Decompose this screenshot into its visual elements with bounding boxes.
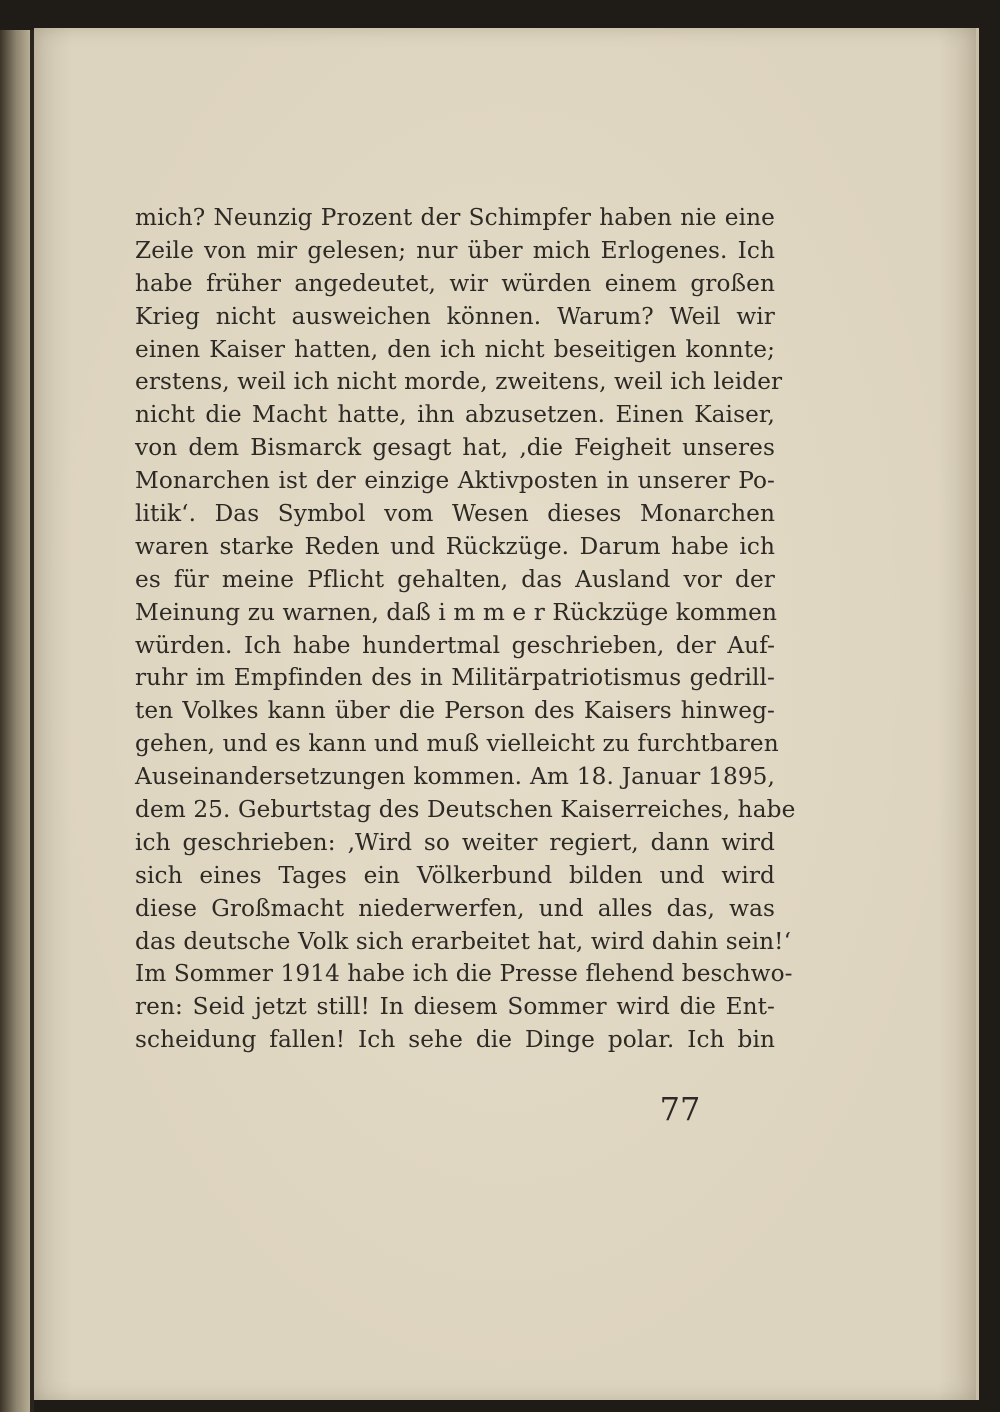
text-line: Krieg nicht ausweichen können. Warum? Weil wir	[135, 302, 775, 330]
text-line: ich geschrieben: ‚Wird so weiter regiert, dann wird	[135, 828, 775, 856]
text-line: würden. Ich habe hundertmal geschrieben, der Auf-	[135, 631, 775, 659]
text-line: einen Kaiser hatten, den ich nicht beseitigen konnte;	[135, 335, 775, 363]
text-line: ruhr im Empfinden des in Militärpatriotismus gedrill-	[135, 664, 775, 692]
previous-page-edge	[0, 30, 30, 1412]
text-line: diese Großmacht niederwerfen, und alles das, was	[135, 894, 775, 922]
text-line: erstens, weil ich nicht morde, zweitens, weil ich leider	[135, 368, 783, 396]
text-line: mich? Neunzig Prozent der Schimpfer haben nie eine	[135, 204, 775, 231]
text-line: Im Sommer 1914 habe ich die Presse flehend beschwo-	[135, 960, 793, 988]
text-line: habe früher angedeutet, wir würden einem großen	[135, 269, 775, 297]
body-text	[135, 202, 796, 1057]
text-line: sich eines Tages ein Völkerbund bilden und wird	[135, 861, 775, 889]
text-line: dem 25. Geburtstag des Deutschen Kaiserreiches, habe	[135, 796, 796, 824]
text-line: waren starke Reden und Rückzüge. Darum habe ich	[135, 532, 775, 560]
text-line: Monarchen ist der einzige Aktivposten in unserer Po-	[135, 467, 775, 495]
text-line: ten Volkes kann über die Person des Kaisers hinweg-	[135, 697, 775, 725]
text-line: von dem Bismarck gesagt hat, ‚die Feigheit unseres	[135, 434, 775, 462]
text-line: es für meine Pflicht gehalten, das Ausland vor der	[135, 565, 775, 593]
text-line: Auseinandersetzungen kommen. Am 18. Januar 1895,	[135, 763, 775, 791]
page-number: 77	[659, 1090, 701, 1128]
book-spine	[30, 30, 34, 1412]
text-line: scheidung fallen! Ich sehe die Dinge polar. Ich bin	[135, 1026, 775, 1054]
text-line: Zeile von mir gelesen; nur über mich Erlogenes. Ich	[135, 236, 775, 264]
text-line: Meinung zu warnen, daß i m m e r Rückzüge kommen	[135, 598, 778, 626]
text-line: das deutsche Volk sich erarbeitet hat, wird dahin sein!‘	[135, 927, 792, 955]
text-line: gehen, und es kann und muß vielleicht zu furchtbaren	[135, 730, 779, 758]
text-line: ren: Seid jetzt still! In diesem Sommer wird die Ent-	[135, 993, 775, 1021]
text-line: litik‘. Das Symbol vom Wesen dieses Monarchen	[135, 500, 775, 528]
text-line: nicht die Macht hatte, ihn abzusetzen. Einen Kaiser,	[135, 401, 775, 429]
